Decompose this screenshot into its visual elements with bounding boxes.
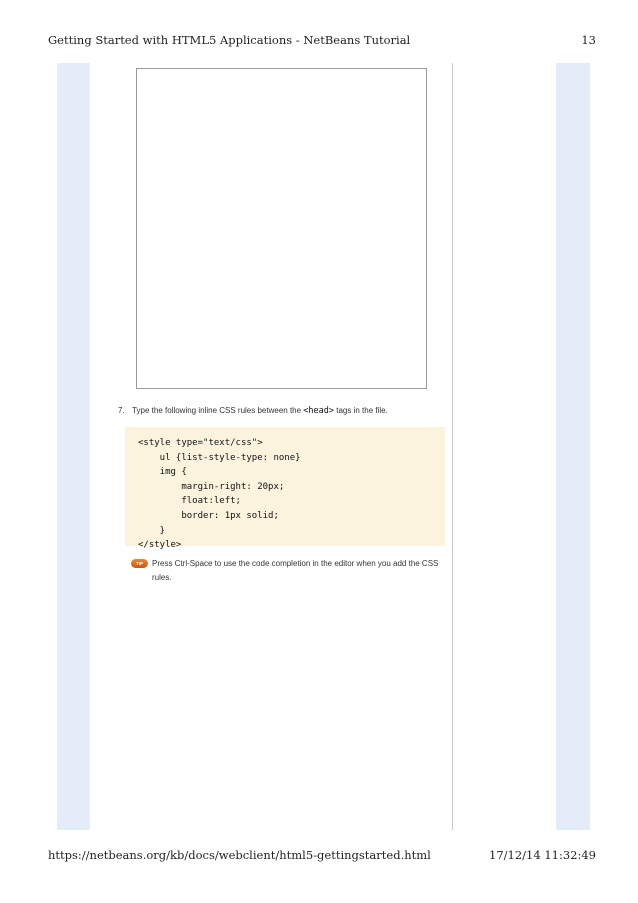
screenshot-placeholder — [136, 68, 427, 389]
code-line: <style type="text/css"> — [138, 438, 263, 448]
code-line: margin-right: 20px; — [138, 481, 285, 492]
tip-text-line1: Press Ctrl-Space to use the code completion in the editor when you add the CSS — [152, 559, 439, 568]
left-sidebar — [57, 63, 90, 830]
step-text-before: Type the following inline CSS rules between the — [132, 406, 304, 415]
page-number: 13 — [581, 33, 596, 47]
tip-note — [131, 557, 441, 585]
right-sidebar — [556, 63, 590, 830]
code-line: float:left; — [138, 496, 241, 507]
footer-datetime: 17/12/14 11:32:49 — [489, 848, 596, 862]
footer-url: https://netbeans.org/kb/docs/webclient/html5-gettingstarted.html — [48, 848, 431, 862]
tip-text-line2: rules. — [152, 573, 172, 582]
step-inline-code: <head> — [303, 406, 335, 416]
code-line: border: 1px solid; — [138, 510, 279, 521]
step-number: 7. — [118, 406, 125, 415]
tip-icon: TIP — [131, 559, 148, 568]
page-title: Getting Started with HTML5 Applications - NetBeans Tutorial — [48, 33, 411, 47]
step-text-after: tags in the file. — [334, 406, 388, 415]
code-line: </style> — [138, 540, 182, 551]
code-block — [125, 427, 445, 551]
column-divider — [452, 63, 453, 830]
step-7 — [118, 406, 448, 416]
code-line: ul {list-style-type: none} — [138, 452, 301, 463]
code-line: } — [138, 525, 166, 536]
code-line: img { — [138, 467, 187, 478]
